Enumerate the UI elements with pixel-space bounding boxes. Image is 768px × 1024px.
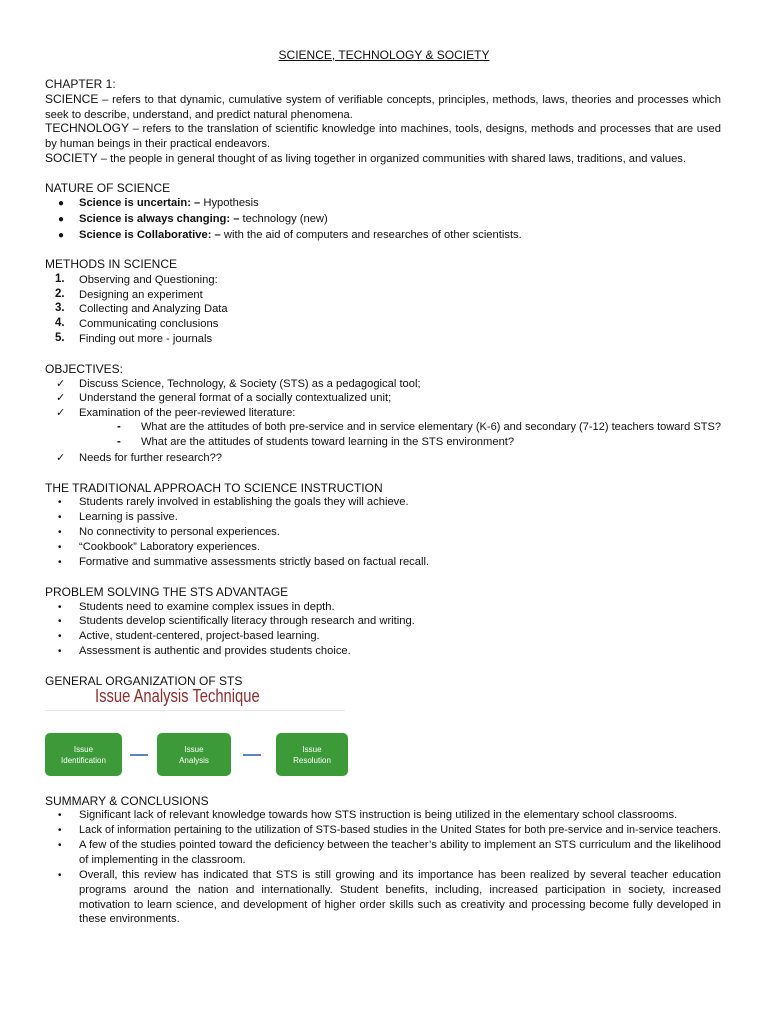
list-item: Overall, this review has indicated that STS is still growing and its importance has been realized by several teacher education programs around the nation and internationally. Student benefits, including, increased participation in society, increased motivation to learn science, and development of higher order skills such as creativity and processing become fully developed in these environments. xyxy=(79,869,721,926)
item-bold: Science is Collaborative xyxy=(79,229,208,241)
definition-science xyxy=(45,92,721,123)
list-item: Significant lack of relevant knowledge towards how STS instruction is being utilized in the elementary school classrooms. xyxy=(79,809,678,821)
bullet-icon: ● xyxy=(58,198,65,209)
item-sep: : – xyxy=(187,197,201,209)
list-item: Active, student-centered, project-based learning. xyxy=(79,630,320,642)
bullet-icon: • xyxy=(58,840,62,851)
item-text: Hypothesis xyxy=(200,197,259,209)
item-bold: Science is uncertain xyxy=(79,197,188,209)
list-item: Collecting and Analyzing Data xyxy=(79,303,228,315)
bullet-icon: • xyxy=(58,527,62,538)
document-title: SCIENCE, TECHNOLOGY & SOCIETY xyxy=(278,48,490,62)
bullet-icon: • xyxy=(58,646,62,657)
list-item: Communicating conclusions xyxy=(79,318,219,330)
box-line2: Resolution xyxy=(293,755,331,765)
list-item: “Cookbook” Laboratory experiences. xyxy=(79,541,260,553)
list-item: Needs for further research?? xyxy=(79,452,223,464)
list-item: Lack of information pertaining to the utilization of STS-based studies in the United States for both pre-service and in-service teachers. xyxy=(79,824,721,836)
box-line1: Issue xyxy=(73,744,94,754)
list-number: 2. xyxy=(55,288,65,300)
sub-list-item: What are the attitudes of students toward learning in the STS environment? xyxy=(141,436,515,448)
box-line2: Identification xyxy=(61,755,106,765)
item-text: technology (new) xyxy=(239,213,328,225)
bullet-icon: ● xyxy=(58,230,65,241)
issue-analysis-diagram xyxy=(45,688,345,778)
box-line1: Issue xyxy=(302,744,322,754)
list-item: Students develop scientifically literacy through research and writing. xyxy=(79,615,415,627)
list-item: Understand the general format of a socially contextualized unit; xyxy=(79,392,392,404)
section-heading-traditional: THE TRADITIONAL APPROACH TO SCIENCE INSTRUCTION xyxy=(45,481,383,495)
list-item xyxy=(79,196,259,211)
list-item: Learning is passive. xyxy=(79,511,178,523)
list-item: Designing an experiment xyxy=(79,289,203,301)
bullet-icon: • xyxy=(58,497,62,508)
dash-icon: - xyxy=(117,436,121,448)
list-item: No connectivity to personal experiences. xyxy=(79,526,280,538)
diagram-box-analysis xyxy=(157,733,231,776)
item-sep: : – xyxy=(226,213,240,225)
bullet-icon: • xyxy=(58,631,62,642)
section-heading-objectives: OBJECTIVES: xyxy=(45,362,124,376)
list-number: 1. xyxy=(55,273,65,285)
bullet-icon: • xyxy=(58,602,62,613)
checkmark-icon: ✓ xyxy=(56,392,66,404)
definition-term: SCIENCE xyxy=(45,92,99,106)
bullet-icon: • xyxy=(58,512,62,523)
chapter-heading: CHAPTER 1: xyxy=(45,77,116,91)
definition-text: – the people in general thought of as living together in organized communities with shared laws, traditions, and values. xyxy=(97,153,687,165)
list-item xyxy=(79,212,328,227)
list-item: Assessment is authentic and provides students choice. xyxy=(79,645,351,657)
checkmark-icon: ✓ xyxy=(56,452,66,464)
list-item: Observing and Questioning: xyxy=(79,274,218,286)
box-line1: Issue xyxy=(184,744,204,754)
diagram-box-identification xyxy=(45,733,122,776)
sub-list-item: What are the attitudes of both pre-service and in service elementary (K-6) and secondary (7-12) teachers toward STS? xyxy=(141,421,721,433)
definition-text: – refers to that dynamic, cumulative system of verifiable concepts, principles, methods, laws, theories and processes which seek to describe, understand, and predict natural phenomena. xyxy=(45,94,721,121)
list-number: 5. xyxy=(55,332,65,344)
list-item: Examination of the peer-reviewed literature: xyxy=(79,407,296,419)
diagram-title: Issue Analysis Technique xyxy=(95,686,260,706)
list-item: Formative and summative assessments strictly based on factual recall. xyxy=(79,556,430,568)
diagram-connector xyxy=(130,754,148,756)
list-item: A few of the studies pointed toward the deficiency between the teacher’s ability to implement an STS curriculum and the likelihood of implementing in the classroom. xyxy=(79,839,721,866)
diagram-connector xyxy=(243,754,261,756)
item-bold: Science is always changing xyxy=(79,213,227,225)
list-item: Students rarely involved in establishing the goals they will achieve. xyxy=(79,496,409,508)
section-heading-summary: SUMMARY & CONCLUSIONS xyxy=(45,794,209,808)
bullet-icon: ● xyxy=(58,214,65,225)
list-item xyxy=(79,228,522,243)
section-heading-methods: METHODS IN SCIENCE xyxy=(45,257,178,271)
bullet-icon: • xyxy=(58,616,62,627)
bullet-icon: • xyxy=(58,825,62,836)
list-number: 4. xyxy=(55,317,65,329)
list-item: Discuss Science, Technology, & Society (STS) as a pedagogical tool; xyxy=(79,378,421,390)
bullet-icon: • xyxy=(58,542,62,553)
box-line2: Analysis xyxy=(179,755,209,765)
definition-technology xyxy=(45,121,721,152)
definition-term: SOCIETY xyxy=(45,151,98,165)
definition-term: TECHNOLOGY xyxy=(45,121,130,135)
bullet-icon: • xyxy=(58,557,62,568)
bullet-icon: • xyxy=(58,870,62,881)
dash-icon: - xyxy=(117,421,121,433)
diagram-divider xyxy=(45,710,345,711)
diagram-box-resolution xyxy=(276,733,348,776)
list-item: Students need to examine complex issues in depth. xyxy=(79,601,335,613)
list-item: Finding out more - journals xyxy=(79,333,213,345)
item-text: with the aid of computers and researches of other scientists. xyxy=(220,229,522,241)
item-sep: : – xyxy=(207,229,221,241)
checkmark-icon: ✓ xyxy=(56,407,66,419)
definition-society xyxy=(45,151,721,167)
bullet-icon: • xyxy=(58,810,62,821)
definition-text: – refers to the translation of scientific knowledge into machines, tools, designs, methods and processes that are used by human beings in their practical endeavors. xyxy=(45,123,721,150)
list-number: 3. xyxy=(55,302,65,314)
section-heading-problem: PROBLEM SOLVING THE STS ADVANTAGE xyxy=(45,585,289,599)
section-heading-organization: GENERAL ORGANIZATION OF STS xyxy=(45,674,243,688)
section-heading-nature: NATURE OF SCIENCE xyxy=(45,181,171,195)
checkmark-icon: ✓ xyxy=(56,378,66,390)
